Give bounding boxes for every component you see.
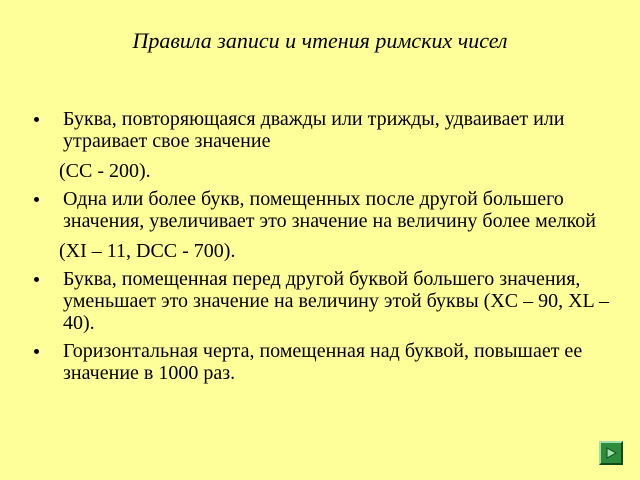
play-next-icon <box>604 446 618 460</box>
bullet-item <box>0 188 640 262</box>
bullet-text: Одна или более букв, помещенных после другой большего значения, увеличивает это значение на величину более мелкой <box>63 188 596 232</box>
bullet-example: (CC - 200). <box>59 160 151 182</box>
bullet-text: Буква, помещенная перед другой буквой большего значения, уменьшает это значение на величину этой буквы (XC – 90, XL – 40). <box>63 268 610 334</box>
bullet-item <box>0 108 640 182</box>
bullet-list <box>0 108 640 390</box>
bullet-item <box>0 268 640 334</box>
bullet-dot-icon <box>34 197 39 202</box>
bullet-dot-icon <box>34 349 39 354</box>
bullet-text: Горизонтальная черта, помещенная над буквой, повышает ее значение в 1000 раз. <box>63 340 583 384</box>
bullet-text: Буква, повторяющаяся дважды или трижды, удваивает или утраивает свое значение <box>63 108 565 152</box>
bullet-example: (XI – 11, DCC - 700). <box>59 240 236 262</box>
bullet-item <box>0 340 640 384</box>
bullet-dot-icon <box>34 277 39 282</box>
bullet-dot-icon <box>34 117 39 122</box>
next-slide-button[interactable] <box>599 441 623 465</box>
slide-title: Правила записи и чтения римских чисел <box>132 28 508 53</box>
